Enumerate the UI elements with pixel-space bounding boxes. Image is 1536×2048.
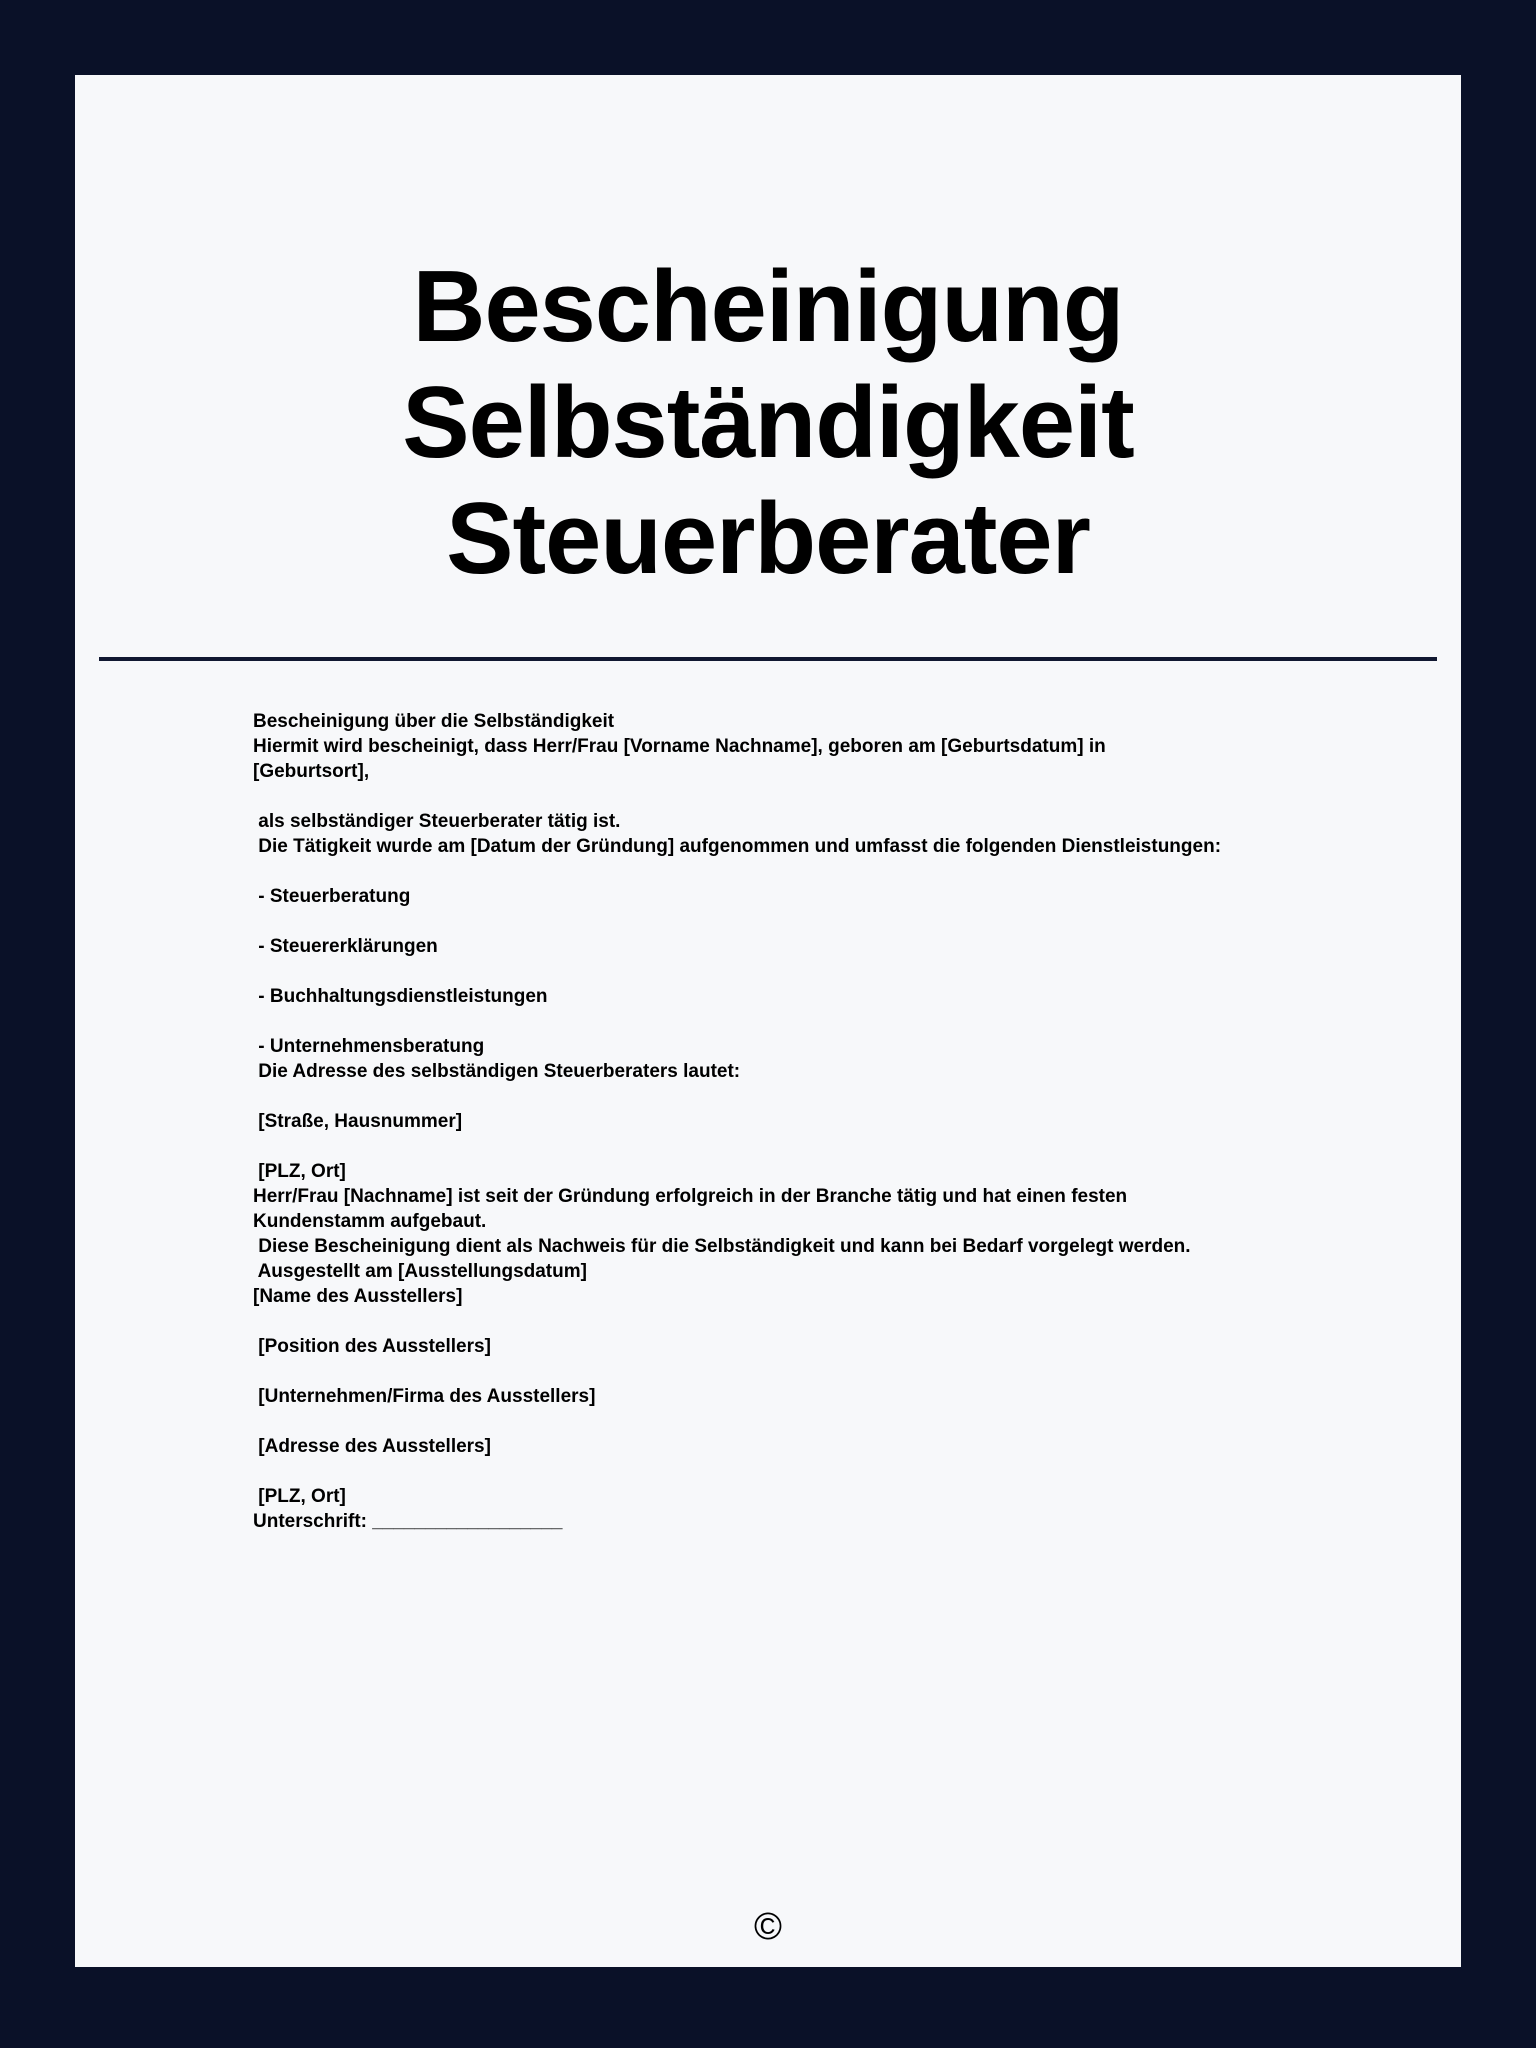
document-body-line: Hiermit wird bescheinigt, dass Herr/Frau [Vorname Nachname], geboren am [Geburtsdatum] in [253,736,1106,757]
certificate-page [75,75,1461,1967]
document-body-line [253,909,1461,934]
document-body-line: Bescheinigung über die Selbständigkeit [253,711,615,732]
document-body-line: [Name des Ausstellers] [253,1286,463,1307]
document-title-line: Steuerberater [446,483,1090,595]
document-title-line: Bescheinigung [412,251,1124,363]
document-title-line: Selbständigkeit [402,367,1134,479]
document-body-line [253,1359,1461,1384]
document-body-line: Diese Bescheinigung dient als Nachweis für die Selbständigkeit und kann bei Bedarf vorgelegt werden. [253,1236,1191,1257]
document-body-line: Die Tätigkeit wurde am [Datum der Gründung] aufgenommen und umfasst die folgenden Dienstleistungen: [253,836,1222,857]
document-body-line [253,1134,1461,1159]
document-body-line [253,784,1461,809]
document-body-line [253,1084,1461,1109]
document-body-line: [Position des Ausstellers] [253,1336,491,1357]
document-body-line: Kundenstamm aufgebaut. [253,1211,487,1232]
document-body-line [253,1459,1461,1484]
document-body-line: [Adresse des Ausstellers] [253,1436,491,1457]
document-body-line: [Straße, Hausnummer] [253,1111,463,1132]
document-body-line: [PLZ, Ort] [253,1486,346,1507]
document-body [253,709,1461,1534]
document-body-line: [Unternehmen/Firma des Ausstellers] [253,1386,596,1407]
document-body-line: Herr/Frau [Nachname] ist seit der Gründung erfolgreich in der Branche tätig und hat einen festen [253,1186,1128,1207]
document-body-line [253,959,1461,984]
document-body-line: Unterschrift: __________________ [253,1511,563,1532]
document-body-line: Ausgestellt am [Ausstellungsdatum] [253,1261,587,1282]
document-body-line: [Geburtsort], [253,761,370,782]
document-body-line: - Buchhaltungsdienstleistungen [253,986,548,1007]
document-body-line [253,859,1461,884]
document-body-line: als selbständiger Steuerberater tätig ist. [253,811,621,832]
document-body-line: - Unternehmensberatung [253,1036,485,1057]
document-body-line [253,1009,1461,1034]
document-body-line: [PLZ, Ort] [253,1161,346,1182]
title-divider-rule [99,657,1437,661]
copyright-icon: © [754,1906,782,1948]
document-body-line: - Steuerberatung [253,886,411,907]
document-body-line [253,1409,1461,1434]
document-title [75,249,1461,597]
document-body-line: Die Adresse des selbständigen Steuerberaters lautet: [253,1061,741,1082]
document-body-line [253,1309,1461,1334]
document-body-line: - Steuererklärungen [253,936,438,957]
